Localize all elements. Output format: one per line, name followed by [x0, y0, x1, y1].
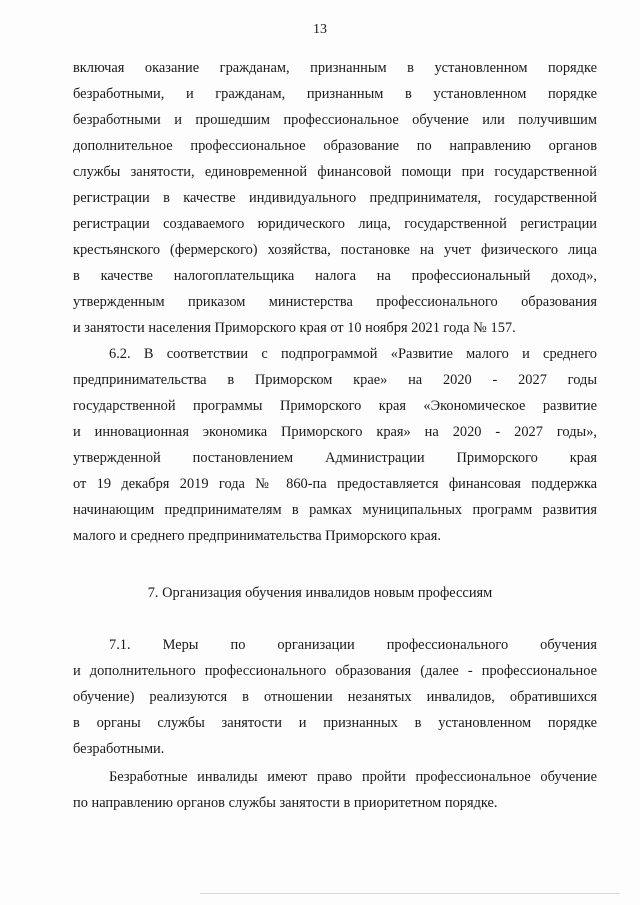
text-line: от 19 декабря 2019 года № 860-па предоставляется финансовая поддержка — [73, 476, 597, 492]
text-line: регистрации в качестве индивидуального предпринимателя, государственной — [73, 190, 597, 206]
paragraph-7-1 — [73, 632, 597, 762]
text-line: безработными, и гражданам, признанным в установленном порядке — [73, 86, 597, 102]
text-line: предпринимательства в Приморском крае» на 2020 - 2027 годы — [73, 372, 597, 388]
text-line: в органы службы занятости и признанных в установленном порядке — [73, 715, 597, 731]
text-line: службы занятости, единовременной финансовой помощи при государственной — [73, 164, 597, 180]
text-line: безработными и прошедшим профессиональное обучение или получившим — [73, 112, 597, 128]
text-line: безработными. — [73, 741, 165, 757]
text-line: включая оказание гражданам, признанным в установленном порядке — [73, 60, 597, 76]
section-heading: 7. Организация обучения инвалидов новым профессиям — [147, 585, 493, 601]
text-line: в качестве налогоплательщика налога на профессиональный доход», — [73, 268, 597, 284]
paragraph-disabled-unemployed — [73, 764, 597, 816]
text-line: 7.1. Меры по организации профессионального обучения — [109, 637, 597, 653]
text-line: по направлению органов службы занятости в приоритетном порядке. — [73, 795, 498, 811]
text-line: регистрации создаваемого юридического лица, государственной регистрации — [73, 216, 597, 232]
text-line: и дополнительного профессионального образования (далее - профессиональное — [73, 663, 597, 679]
text-line: Безработные инвалиды имеют право пройти профессиональное обучение — [109, 769, 597, 785]
text-line: и инновационная экономика Приморского края» на 2020 - 2027 годы», — [73, 424, 597, 440]
text-line: и занятости населения Приморского края от 10 ноября 2021 года № 157. — [73, 320, 516, 336]
text-line: 6.2. В соответствии с подпрограммой «Развитие малого и среднего — [109, 346, 597, 362]
page-number: 13 — [313, 22, 327, 37]
text-line: утвержденной постановлением Администрации Приморского края — [73, 450, 597, 466]
text-line: государственной программы Приморского края «Экономическое развитие — [73, 398, 597, 414]
text-line: начинающим предпринимателям в рамках муниципальных программ развития — [73, 502, 597, 518]
paragraph-continuation — [73, 55, 597, 341]
paragraph-6-2 — [73, 341, 597, 549]
text-line: утвержденным приказом министерства профессионального образования — [73, 294, 597, 310]
text-line: обучение) реализуются в отношении незанятых инвалидов, обратившихся — [73, 689, 597, 705]
text-line: крестьянского (фермерского) хозяйства, постановке на учет физического лица — [73, 242, 597, 258]
text-line: малого и среднего предпринимательства Приморского края. — [73, 528, 441, 544]
scan-edge-line — [200, 893, 620, 894]
text-line: дополнительное профессиональное образование по направлению органов — [73, 138, 597, 154]
